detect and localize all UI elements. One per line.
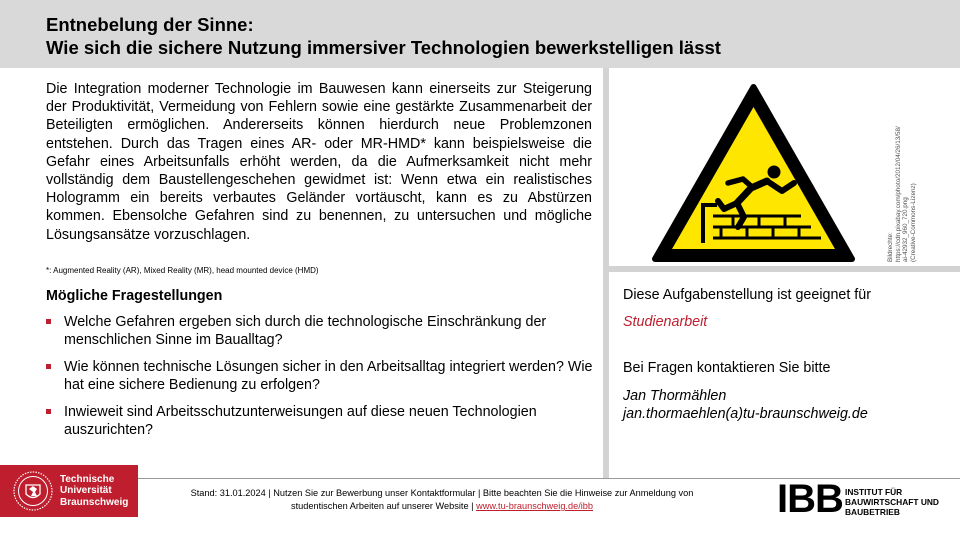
- question-item: [46, 313, 596, 349]
- question-item: [46, 403, 596, 439]
- intro-paragraph: Die Integration moderner Technologie im Bauwesen kann einerseits zur Steigerung der Produktivität, Vermeidung von Fehlern sowie eine gestärkte Zusammenarbeit der Beteiligten ermöglichen. Andererseits können hierdurch neue Problemzonen entstehen. Durch das Tragen eines AR- oder MR-HMD* kann beispielsweise die Gefahr eines Arbeitsunfalls erhöht werden, da die Aufmerksamkeit nicht mehr vollständig dem Baustellengeschehen gewidmet ist: Wenn etwa ein realistisches Hologramm ein bereits verbautes Geländer vortäuscht, kann es zu Abstürzen kommen. Ebensolche Gefahren sind zu benennen, zu untersuchen und mögliche Lösungsansätze vorzuschlagen.: [46, 81, 592, 243]
- contact-name: Jan Thormählen: [623, 388, 727, 404]
- contact-label: Bei Fragen kontaktieren Sie bitte: [623, 360, 831, 376]
- institute-line: BAUWIRTSCHAFT UND: [845, 497, 939, 507]
- contact-email[interactable]: jan.thormaehlen(a)tu-braunschweig.de: [623, 406, 868, 422]
- ibb-logo[interactable]: IBB: [777, 477, 843, 521]
- questions-list: [46, 313, 596, 448]
- header-bar: [0, 0, 960, 68]
- suitable-label: Diese Aufgabenstellung ist geeignet für: [623, 287, 871, 303]
- question-text: Welche Gefahren ergeben sich durch die technologische Einschränkung der menschlichen Sinne im Baualltag?: [64, 314, 547, 348]
- image-credit: [887, 86, 917, 262]
- footer-line-2-text: studentischen Arbeiten auf unserer Website |: [290, 501, 474, 511]
- institute-name: [845, 487, 955, 517]
- title-line-2: Wie sich die sichere Nutzung immersiver Technologien bewerkstelligen lässt: [46, 37, 721, 58]
- institute-line: BAUBETRIEB: [845, 507, 900, 517]
- institute-line: INSTITUT FÜR: [845, 487, 903, 497]
- credit-line: (Creative-Commons-Lizenz): [909, 183, 917, 262]
- question-item: [46, 358, 596, 394]
- page-title: [46, 13, 721, 59]
- credit-line: Bildrechte:: [887, 232, 894, 262]
- credit-line: https://cdn.pixabay.com/photo/2012/04/26/13/58/: [894, 126, 902, 262]
- university-line: Universität: [60, 485, 112, 497]
- question-text: Inwieweit sind Arbeitsschutzunterweisungen auf diese neuen Technologien auszurichten?: [64, 404, 537, 438]
- bullet-icon: [46, 364, 51, 369]
- university-name: [60, 474, 128, 508]
- university-line: Braunschweig: [60, 496, 129, 508]
- vertical-divider: [603, 68, 609, 478]
- question-text: Wie können technische Lösungen sicher in den Arbeitsalltag integriert werden? Wie hat eine sichere Bedienung zu erfolgen?: [64, 359, 593, 393]
- suitable-value: Studienarbeit: [623, 314, 708, 330]
- footnote: *: Augmented Reality (AR), Mixed Reality (MR), head mounted device (HMD): [46, 266, 319, 275]
- questions-heading: Mögliche Fragestellungen: [46, 288, 223, 304]
- footer-line-2: [142, 500, 742, 513]
- website-link[interactable]: www.tu-braunschweig.de/ibb: [476, 501, 594, 511]
- bullet-icon: [46, 319, 51, 324]
- footer-line-1: Stand: 31.01.2024 | Nutzen Sie zur Bewerbung unser Kontaktformular | Bitte beachten Sie die Hinweise zur Anmeldung von: [190, 488, 694, 498]
- university-line: Technische: [60, 474, 115, 485]
- bullet-icon: [46, 409, 51, 414]
- university-seal-icon: [12, 470, 54, 512]
- fall-hazard-warning-icon: [651, 83, 856, 263]
- credit-line: ai-42932_960_720.png: [902, 197, 910, 262]
- title-line-1: Entnebelung der Sinne:: [46, 14, 254, 35]
- tu-braunschweig-logo[interactable]: [0, 465, 138, 517]
- footer-info: [142, 487, 742, 513]
- horizontal-divider: [609, 266, 960, 272]
